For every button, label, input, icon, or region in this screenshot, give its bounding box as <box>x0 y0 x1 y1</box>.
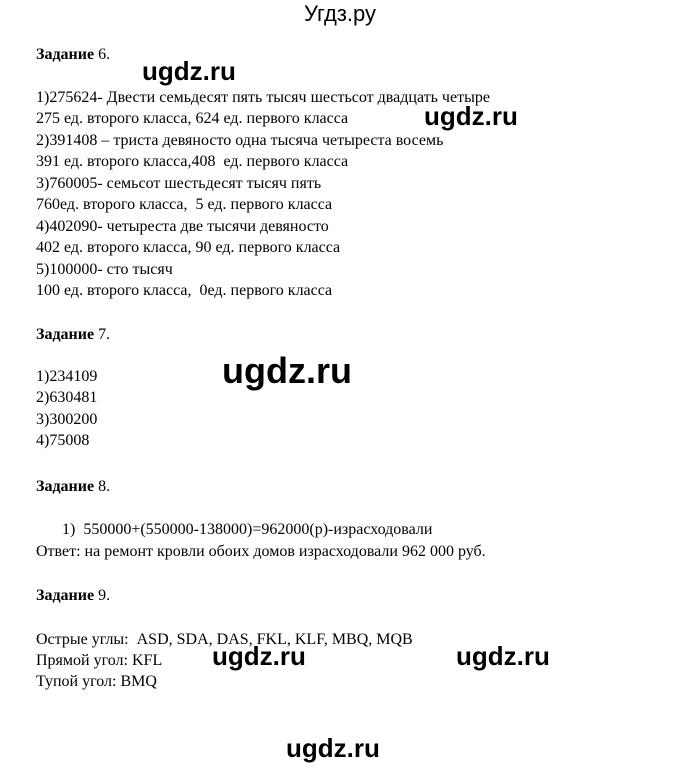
task-8-number: 8. <box>94 478 111 495</box>
task-7-line-4: 4)75008 <box>36 432 90 449</box>
task-6-line-8: 402 ед. второго класса, 90 ед. первого класса <box>36 239 341 256</box>
task-6-line-10: 100 ед. второго класса, 0ед. первого класса <box>36 282 333 299</box>
task-7-line-3: 3)300200 <box>36 411 98 428</box>
task-8-line-1: 1) 550000+(550000-138000)=962000(р)-израсходовали <box>62 521 433 538</box>
task-6-line-6: 760ед. второго класса, 5 ед. первого класса <box>36 196 333 213</box>
task-6-line-5: 3)760005- семьсот шестьдесят тысяч пять <box>36 175 322 192</box>
task-6-line-2: 275 ед. второго класса, 624 ед. первого класса <box>36 110 349 127</box>
watermark: ugdz.ru <box>286 733 380 763</box>
task-6-line-9: 5)100000- сто тысяч <box>36 261 173 278</box>
task-6-title: Задание <box>36 46 95 63</box>
task-7-number: 7. <box>94 326 111 343</box>
task-9-number: 9. <box>94 587 111 604</box>
task-6-line-3: 2)391408 – триста девяносто одна тысяча четыреста восемь <box>36 132 444 149</box>
task-8-title: Задание <box>36 478 95 495</box>
task-6-number: 6. <box>94 46 111 63</box>
task-9-heading <box>36 585 110 606</box>
watermark: ugdz.ru <box>212 641 306 671</box>
task-7-heading <box>36 324 110 345</box>
task-7-title: Задание <box>36 326 95 343</box>
watermark: ugdz.ru <box>142 56 236 86</box>
task-6-line-7: 4)402090- четыреста две тысячи девяносто <box>36 218 329 235</box>
task-9-line-3: Тупой угол: BMQ <box>36 673 157 690</box>
task-6-line-1: 1)275624- Двести семьдесят пять тысяч шестьсот двадцать четыре <box>36 89 490 106</box>
task-8-answer: Ответ: на ремонт кровли обоих домов израсходовали 962 000 руб. <box>36 543 486 560</box>
task-7-line-1: 1)234109 <box>36 368 98 385</box>
site-title: Угдз.ру <box>303 1 377 26</box>
watermark: ugdz.ru <box>424 101 518 131</box>
task-6-line-4: 391 ед. второго класса,408 ед. первого класса <box>36 153 349 170</box>
task-9-line-2: Прямой угол: KFL <box>36 652 163 669</box>
task-7-line-2: 2)630481 <box>36 389 98 406</box>
task-6-heading <box>36 44 110 65</box>
task-9-title: Задание <box>36 587 95 604</box>
task-8-heading <box>36 476 110 497</box>
watermark: ugdz.ru <box>456 641 550 671</box>
watermark: ugdz.ru <box>222 350 352 391</box>
task-9-line-1: Острые углы: ASD, SDA, DAS, FKL, KLF, MBQ, MQB <box>36 631 413 648</box>
